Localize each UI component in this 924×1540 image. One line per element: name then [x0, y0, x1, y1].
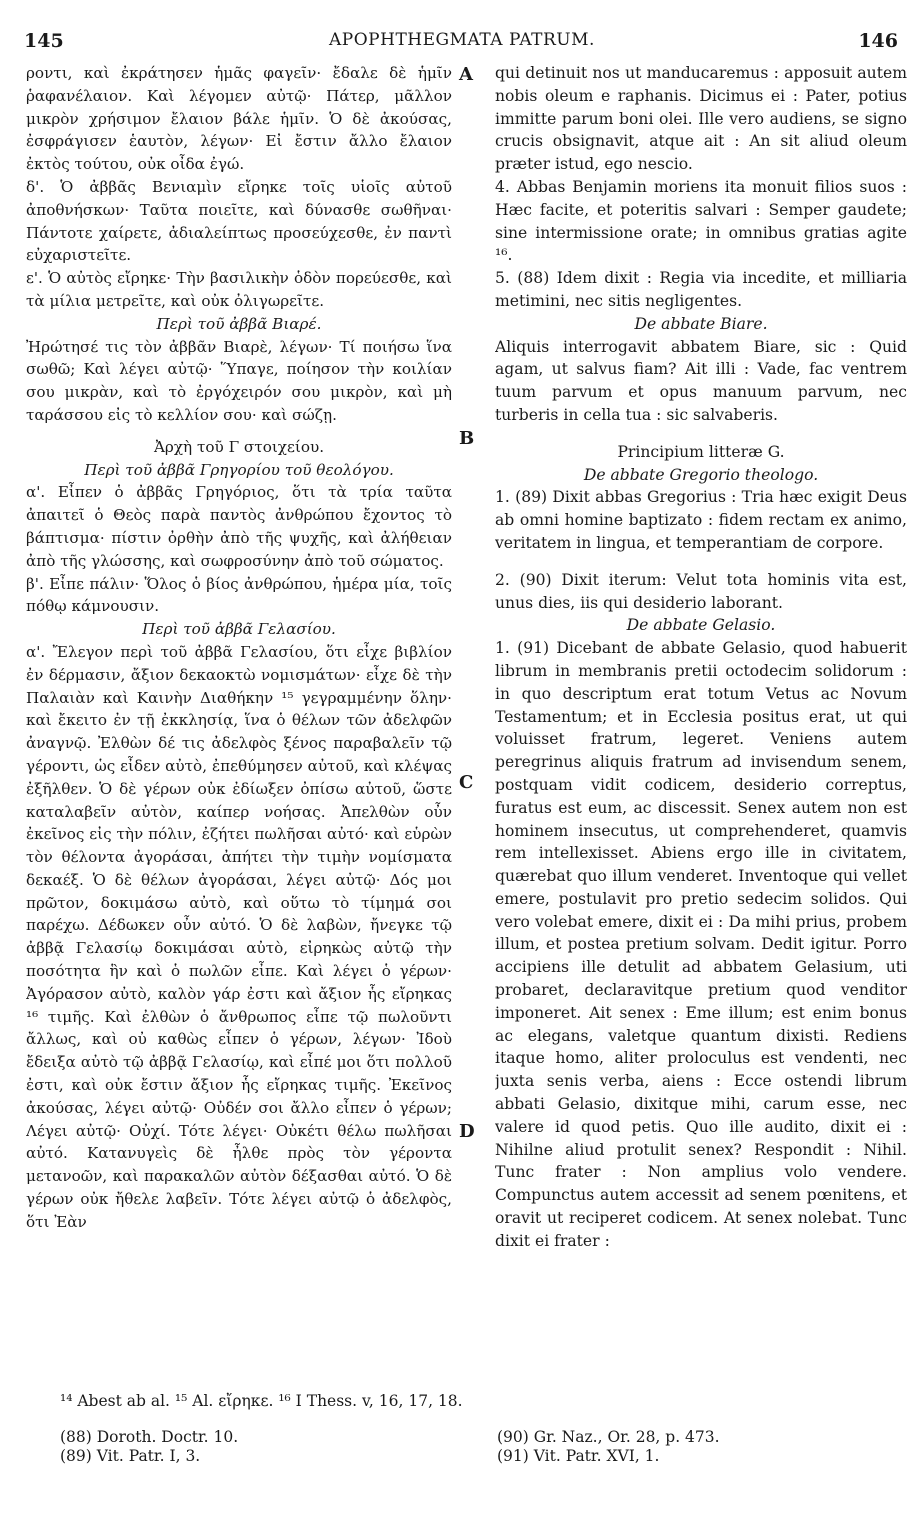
margin-letter-b: B — [459, 428, 475, 449]
references-right — [497, 1428, 720, 1466]
latin-paragraph: 5. (88) Idem dixit : Regia via incedite, et milliaria metimini, nec sitis negligentes. — [495, 269, 907, 310]
greek-paragraph: δ'. Ὁ ἀββᾶς Βενιαμὶν εἴρηκε τοῖς υἱοῖς αὐτοῦ ἀποθνήσκων· Ταῦτα ποιεῖτε, καὶ δύνασθε σωθῆναι· Πάντοτε χαίρετε, ἀδιαλείπτως προσεύχεσθε, ἐν παντὶ εὐχαριστεῖτε. — [26, 177, 452, 265]
margin-letter-a: A — [459, 64, 473, 85]
reference-item: (88) Doroth. Doctr. 10. — [60, 1428, 239, 1446]
greek-section-heading: Περὶ τοῦ ἀββᾶ Γρηγορίου τοῦ θεολόγου. — [84, 460, 394, 479]
reference-item: (91) Vit. Patr. XVI, 1. — [497, 1447, 660, 1465]
latin-paragraph: 1. (89) Dixit abbas Gregorius : Tria hæc exigit Deus ab omni homine baptizato : fidem rectam ex animo, veritatem in lingua, et temperantiam de corpore. — [495, 488, 907, 552]
greek-section-heading: Περὶ τοῦ ἀββᾶ Γελασίου. — [142, 620, 336, 639]
greek-paragraph: α'. Εἶπεν ὁ ἀββᾶς Γρηγόριος, ὅτι τὰ τρία ταῦτα ἀπαιτεῖ ὁ Θεὸς παρὰ παντὸς ἀνθρώπου ἔχοντος τὸ βάπτισμα· πίστιν ὀρθὴν ἀπὸ τῆς ψυχῆς, καὶ ἀλήθειαν ἀπὸ τῆς γλώσσης, καὶ σωφροσύνην ἀπὸ τοῦ σώματος. — [26, 483, 452, 570]
footnotes: ¹⁴ Abest ab al. ¹⁵ Al. εἴρηκε. ¹⁶ I Thess. v, 16, 17, 18. — [60, 1392, 463, 1410]
greek-column — [26, 62, 452, 1382]
margin-letter-c: C — [459, 772, 474, 793]
reference-item: (89) Vit. Patr. I, 3. — [60, 1447, 201, 1465]
greek-paragraph: ροντι, καὶ ἐκράτησεν ἡμᾶς φαγεῖν· ἔδαλε δὲ ἡμῖν ῥαφανέλαιον. Καὶ λέγομεν αὐτῷ· Πάτερ, μᾶλλον μικρὸν χρήσιμον ἔλαιον βάλε ἡμῖν. Ὁ δὲ ἀκούσας, ἐσφράγισεν ἑαυτὸν, λέγων· Εἰ ἔστιν ἄλλο ἔλαιον ἐκτὸς τούτου, οὐκ οἶδα ἐγώ. — [26, 64, 452, 174]
page-number-right: 146 — [858, 30, 898, 52]
latin-letter-heading: Principium litteræ G. — [617, 442, 785, 461]
latin-column — [495, 62, 907, 1382]
reference-item: (90) Gr. Naz., Or. 28, p. 473. — [497, 1428, 720, 1446]
latin-section-heading: De abbate Gelasio. — [626, 616, 776, 635]
latin-paragraph: 4. Abbas Benjamin moriens ita monuit filios suos : Hæc facite, et poteritis salvari : Semper gaudete; sine intermissione orate; in omnibus gratias agite ¹⁶. — [495, 177, 907, 265]
greek-section-heading: Περὶ τοῦ ἀββᾶ Βιαρέ. — [156, 314, 322, 333]
greek-paragraph: ε'. Ὁ αὐτὸς εἴρηκε· Τὴν βασιλικὴν ὁδὸν πορεύεσθε, καὶ τὰ μίλια μετρεῖτε, καὶ οὐκ ὀλιγωρεῖτε. — [26, 269, 452, 310]
page-header — [0, 30, 924, 56]
greek-paragraph: α'. Ἔλεγον περὶ τοῦ ἀββᾶ Γελασίου, ὅτι εἶχε βιβλίον ἐν δέρμασιν, ἄξιον δεκαοκτὼ νομισμάτων· εἶχε δὲ τὴν Παλαιὰν καὶ Καινὴν Διαθήκην ¹⁵ γεγραμμένην ὅλην· καὶ ἔκειτο ἐν τῇ ἐκκλησίᾳ, ἵνα ὁ θέλων τῶν ἀδελφῶν ἀναγνῷ. Ἐλθὼν δέ τις ἀδελφὸς ξένος παραβαλεῖν τῷ γέροντι, ὡς εἶδεν αὐτὸ, ἐπεθύμησεν αὐτοῦ, καὶ κλέψας ἐξῆλθεν. Ὁ δὲ γέρων οὐκ ἐδίωξεν ὀπίσω αὐτοῦ, ὥστε καταλαβεῖν αὐτὸν, καίπερ νοήσας. Ἀπελθὼν οὖν ἐκεῖνος εἰς τὴν πόλιν, ἐζήτει πωλῆσαι αὐτό· καὶ εὑρὼν τὸν θέλοντα ἀγοράσαι, ἀπήτει τὴν τιμὴν νομίσματα δεκαέξ. Ὁ δὲ θέλων ἀγοράσαι, λέγει αὐτῷ· Δός μοι πρῶτον, δοκιμάσω αὐτὸ, καὶ οὕτω τὸ τίμημά σοι παρέχω. Δέδωκεν οὖν αὐτό. Ὁ δὲ λαβὼν, ἤνεγκε τῷ ἀββᾷ Γελασίῳ δοκιμάσαι αὐτὸ, εἰρηκὼς αὐτῷ τὴν ποσότητα ἣν καὶ ὁ πωλῶν εἶπε. Καὶ λέγει ὁ γέρων· Ἀγόρασον αὐτὸ, καλὸν γάρ ἐστι καὶ ἄξιον ἧς εἴρηκας ¹⁶ τιμῆς. Καὶ ἐλθὼν ὁ ἄνθρωπος εἶπε τῷ πωλοῦντι ἄλλως, καὶ οὐ καθὼς εἶπεν ὁ γέρων, λέγων· Ἰδοὺ ἔδειξα αὐτὸ τῷ ἀββᾷ Γελασίῳ, καὶ εἶπέ μοι ὅτι πολλοῦ ἐστι, καὶ οὐκ ἔστιν ἄξιον ἧς εἴρηκας τιμῆς. Ἐκεῖνος ἀκούσας, λέγει αὐτῷ· Οὐδέν σοι ἄλλο εἶπεν ὁ γέρων; Λέγει αὐτῷ· Οὐχί. Τότε λέγει· Οὐκέτι θέλω πωλῆσαι αὐτό. Κατανυγεὶς δὲ ἦλθε πρὸς τὸν γέροντα μετανοῶν, καὶ παρακαλῶν αὐτὸν δέξασθαι αὐτό. Ὁ δὲ γέρων οὐκ ἤθελε λαβεῖν. Τότε λέγει αὐτῷ ὁ ἀδελφὸς, ὅτι Ἐὰν — [26, 642, 452, 1231]
latin-paragraph: Aliquis interrogavit abbatem Biare, sic : Quid agam, ut salvus fiam? Ait illi : Vade, fac ventrem tuum parvum et opus manuum parvum, nec turberis in cella tua : sic salvaberis. — [495, 337, 907, 424]
page-number-left: 145 — [24, 30, 64, 52]
greek-paragraph: β'. Εἶπε πάλιν· Ὅλος ὁ βίος ἀνθρώπου, ἡμέρα μία, τοῖς πόθῳ κάμνουσιν. — [26, 574, 452, 616]
latin-paragraph: 1. (91) Dicebant de abbate Gelasio, quod habuerit librum in membranis pretii octodecim solidorum : in quo descriptum erat totum Vetus ac Novum Testamentum; et in Ecclesia positus erat, ut qui voluisset fratrum, legeret. Veniens autem peregrinus aliquis fratrum ad invisendum senem, postquam vidit codicem, desiderio correptus, furatus est eum, ac discessit. Senex autem non est hominem insecutus, ut comprehenderet, quamvis rem intellexisset. Abiens ergo ille in civitatem, quærebat quo illum venderet. Inventoque qui vellet emere, postulavit pro pretio sedecim solidos. Qui vero volebat emere, dixit ei : Da mihi prius, probem illum, et postea pretium solvam. Dedit igitur. Porro accipiens ille detulit ad abbatem Gelasium, uti probaret, declaravitque pretium quod venditor imponeret. Ait senex : Eme illum; est enim bonus ac elegans, valetque quantum dixisti. Rediens itaque homo, aliter proloculus est vendenti, nec juxta senis verba, aiens : Ecce ostendi librum abbati Gelasio, dixitque mihi, carum esse, nec valere id quod petis. Quo ille audito, dixit ei : Nihilne aliud protulit senex? Respondit : Nihil. Tunc frater : Non amplius volo vendere. Compunctus autem accessit ad senem pœnitens, et oravit ut reciperet codicem. At senex nolebat. Tunc dixit ei frater : — [495, 639, 907, 1250]
references-left — [60, 1428, 238, 1466]
latin-paragraph: qui detinuit nos ut manducaremus : apposuit autem nobis oleum e raphanis. Dicimus ei : Pater, potius immitte parum boni olei. Ille vero audiens, se signo crucis obsignavit, atque ait : An sit aliud oleum præter istud, ego nescio. — [495, 64, 907, 174]
running-title: APOPHTHEGMATA PATRUM. — [329, 30, 595, 50]
margin-letter-d: D — [459, 1121, 475, 1142]
greek-letter-heading: Ἀρχὴ τοῦ Γ στοιχείου. — [153, 437, 325, 456]
latin-section-heading: De abbate Gregorio theologo. — [583, 465, 819, 484]
greek-paragraph: Ἠρώτησέ τις τὸν ἀββᾶν Βιαρὲ, λέγων· Τί ποιήσω ἵνα σωθῶ; Καὶ λέγει αὐτῷ· Ὕπαγε, ποίησον τὴν κοιλίαν σου μικρὰν, καὶ τὸ ἐργόχειρόν σου μικρὸν, καὶ μὴ ταράσσου εἰς τὸ κελλίον σου· καὶ σώζῃ. — [26, 337, 452, 424]
latin-section-heading: De abbate Biare. — [634, 314, 768, 333]
latin-paragraph: 2. (90) Dixit iterum: Velut tota hominis vita est, unus dies, iis qui desiderio laborant. — [495, 570, 907, 612]
